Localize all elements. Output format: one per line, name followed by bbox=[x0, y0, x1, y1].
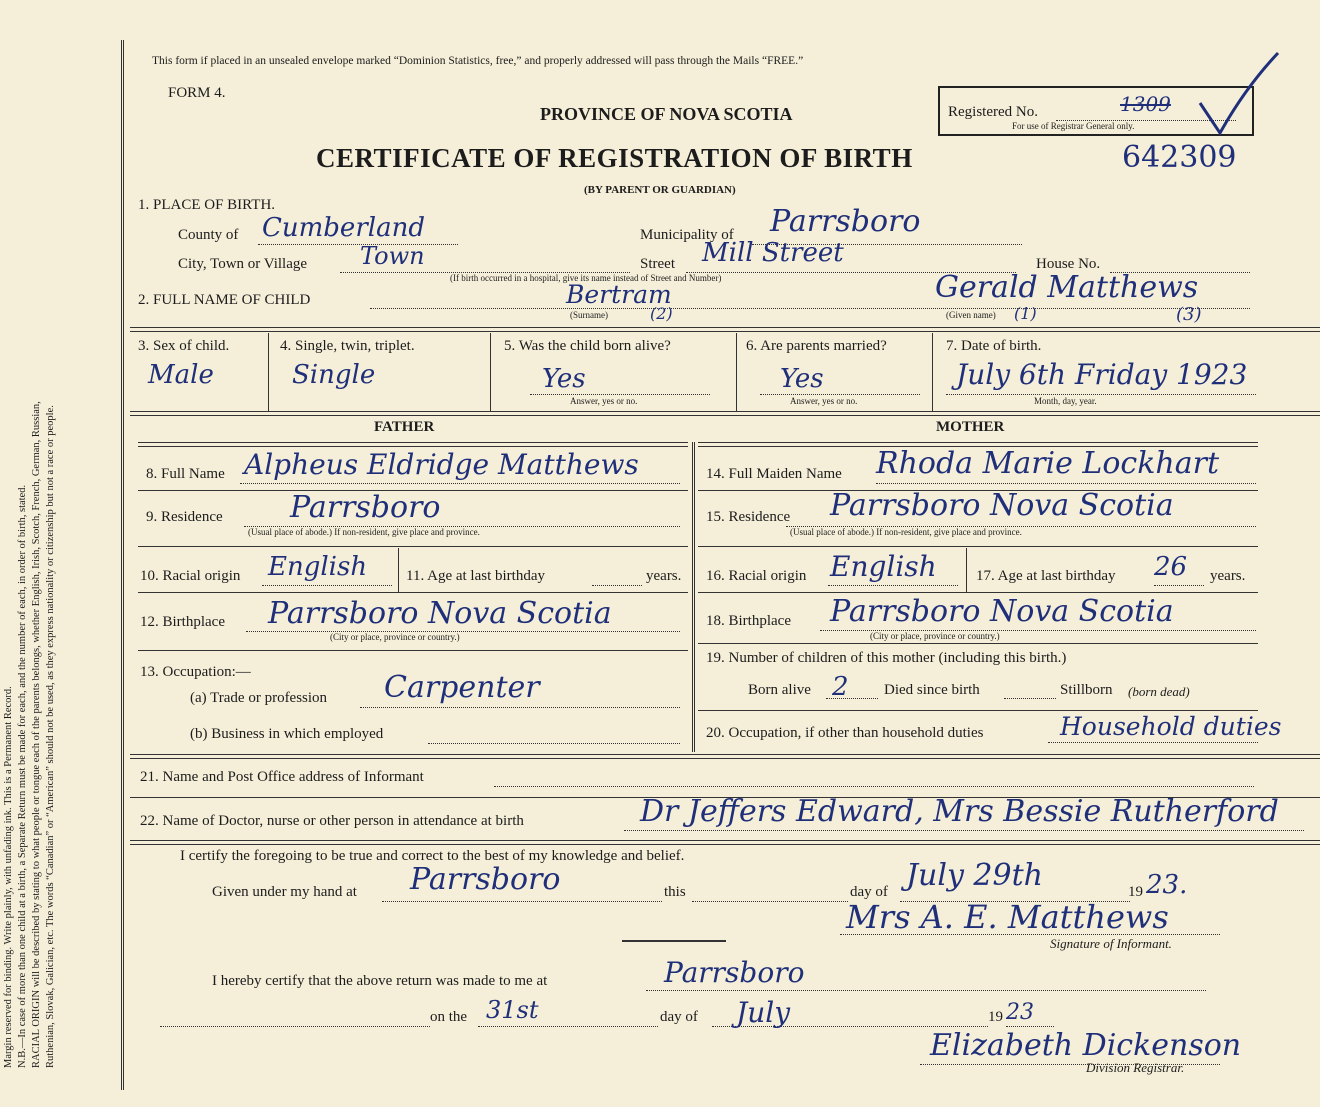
mother-occupation-value: Household duties bbox=[1060, 712, 1282, 741]
father-trade-line bbox=[360, 707, 680, 708]
check-mark-icon bbox=[1190, 48, 1285, 138]
father-rule-2 bbox=[138, 546, 688, 547]
city-value: Town bbox=[360, 242, 425, 270]
given-name-number-3: (3) bbox=[1176, 304, 1202, 325]
surname-value: Bertram bbox=[566, 280, 672, 309]
mother-children-label: 19. Number of children of this mother (including this birth.) bbox=[706, 650, 1067, 666]
date-note: Month, day, year. bbox=[1034, 396, 1097, 406]
given-at-value: Parrsboro bbox=[410, 862, 561, 897]
stillborn-label: Stillborn bbox=[1060, 682, 1113, 698]
father-birthplace-line bbox=[246, 631, 680, 632]
day-of-month-label: day of bbox=[660, 1009, 698, 1025]
father-name-line bbox=[240, 483, 680, 484]
row3-top-rule bbox=[130, 327, 1320, 332]
mother-race-label: 16. Racial origin bbox=[706, 568, 807, 584]
mother-residence-value: Parrsboro Nova Scotia bbox=[830, 488, 1174, 523]
plurality-label: 4. Single, twin, triplet. bbox=[280, 338, 415, 354]
father-residence-value: Parrsboro bbox=[290, 490, 441, 525]
father-race-divider bbox=[398, 548, 399, 592]
mother-rule-3 bbox=[698, 592, 1258, 593]
form-number: FORM 4. bbox=[168, 85, 226, 101]
registrar-certify-text: I hereby certify that the above return was made to me at bbox=[212, 973, 548, 989]
page-title: CERTIFICATE OF REGISTRATION OF BIRTH bbox=[316, 143, 913, 173]
alive-label: 5. Was the child born alive? bbox=[504, 338, 671, 354]
hospital-note: (If birth occurred in a hospital, give its name instead of Street and Number) bbox=[450, 273, 722, 283]
informant-signature: Mrs A. E. Matthews bbox=[846, 898, 1169, 936]
mother-residence-note: (Usual place of abode.) If non-resident, give place and province. bbox=[790, 527, 1022, 537]
mother-occupation-line bbox=[1048, 742, 1258, 743]
father-age-line bbox=[592, 585, 642, 586]
sex-value: Male bbox=[148, 360, 214, 390]
page-subtitle: (BY PARENT OR GUARDIAN) bbox=[584, 184, 736, 196]
mother-race-divider bbox=[966, 548, 967, 592]
house-label: House No. bbox=[1036, 256, 1101, 272]
street-value: Mill Street bbox=[702, 238, 844, 268]
day-of-label: day of bbox=[850, 884, 888, 900]
day-of-value: July 29th bbox=[906, 858, 1043, 893]
father-race-value: English bbox=[268, 552, 368, 582]
row3-divider-4 bbox=[932, 333, 933, 411]
date-line bbox=[946, 394, 1256, 395]
sex-label: 3. Sex of child. bbox=[138, 338, 230, 354]
mother-rule-2 bbox=[698, 546, 1258, 547]
registrar-lead-line bbox=[160, 1026, 430, 1027]
registered-value: 1309 bbox=[1120, 92, 1171, 116]
father-heading: FATHER bbox=[374, 419, 435, 435]
mother-age-unit: years. bbox=[1210, 568, 1246, 584]
margin-line-3: RACIAL ORIGIN will be described by stating to what people or tongue each of the parents belongs, whether English, Irish, Scotch, French, German, Russian, bbox=[31, 401, 42, 1068]
father-age-label: 11. Age at last birthday bbox=[406, 568, 545, 584]
father-rule-3 bbox=[138, 592, 688, 593]
father-rule-top bbox=[138, 442, 688, 447]
county-label: County of bbox=[178, 227, 239, 243]
mother-residence-label: 15. Residence bbox=[706, 509, 791, 525]
county-value: Cumberland bbox=[262, 213, 425, 243]
died-label: Died since birth bbox=[884, 682, 980, 698]
father-trade-label: (a) Trade or profession bbox=[190, 690, 328, 706]
alive-note: Answer, yes or no. bbox=[570, 396, 638, 406]
mother-race-value: English bbox=[830, 550, 937, 583]
row3-divider-1 bbox=[268, 333, 269, 411]
doctor-value: Dr Jeffers Edward, Mrs Bessie Rutherford bbox=[640, 794, 1279, 829]
row3-divider-2 bbox=[490, 333, 491, 411]
on-the-line bbox=[478, 1026, 658, 1027]
child-name-line bbox=[370, 308, 1250, 309]
informant-rule-top bbox=[130, 754, 1320, 759]
street-label: Street bbox=[640, 256, 675, 272]
stillborn-note: (born dead) bbox=[1128, 684, 1190, 699]
father-birthplace-note: (City or place, province or country.) bbox=[330, 632, 460, 642]
margin-rule bbox=[121, 40, 124, 1090]
mother-heading: MOTHER bbox=[936, 419, 1005, 435]
surname-number: (2) bbox=[650, 304, 673, 323]
mother-name-label: 14. Full Maiden Name bbox=[706, 466, 842, 482]
certificate-number: 642309 bbox=[1122, 140, 1237, 175]
registrar-signature: Elizabeth Dickenson bbox=[930, 1028, 1242, 1063]
registrar-use-note: For use of Registrar General only. bbox=[1012, 121, 1135, 131]
date-label: 7. Date of birth. bbox=[946, 338, 1042, 354]
registrar-place-line bbox=[646, 990, 1206, 991]
place-heading: 1. PLACE OF BIRTH. bbox=[138, 197, 276, 213]
father-trade-value: Carpenter bbox=[384, 670, 540, 705]
informant-rule-bottom bbox=[130, 840, 1320, 845]
father-race-line bbox=[262, 585, 392, 586]
province-heading: PROVINCE OF NOVA SCOTIA bbox=[540, 104, 793, 124]
margin-line-4: Ruthenian, Slovak, Galician, etc. The words “Canadian” or “American” should not be used, as they express nationality or citizenship but not a race or people. bbox=[45, 405, 56, 1068]
married-value: Yes bbox=[780, 364, 824, 394]
year-value: 23. bbox=[1146, 870, 1188, 900]
on-the-label: on the bbox=[430, 1009, 468, 1025]
given-name-note: (Given name) bbox=[946, 310, 996, 320]
married-note: Answer, yes or no. bbox=[790, 396, 858, 406]
given-name-value: Gerald Matthews bbox=[935, 270, 1199, 305]
mother-name-value: Rhoda Marie Lockhart bbox=[876, 446, 1219, 481]
child-name-label: 2. FULL NAME OF CHILD bbox=[138, 292, 311, 308]
mother-rule-4 bbox=[698, 643, 1258, 644]
informant-signature-line bbox=[840, 934, 1220, 935]
date-value: July 6th Friday 1923 bbox=[956, 358, 1248, 391]
father-business-line bbox=[428, 743, 680, 744]
married-line bbox=[760, 394, 920, 395]
alive-line bbox=[530, 394, 710, 395]
margin-line-1: Margin reserved for binding. Write plainly, with unfading ink. This is a Permanent Record. bbox=[3, 686, 14, 1068]
father-occupation-label: 13. Occupation:— bbox=[140, 664, 251, 680]
mother-name-line bbox=[876, 483, 1256, 484]
alive-value: Yes bbox=[542, 364, 586, 394]
informant-signature-label: Signature of Informant. bbox=[1050, 936, 1172, 951]
born-alive-label: Born alive bbox=[748, 682, 811, 698]
mother-birthplace-label: 18. Birthplace bbox=[706, 613, 791, 629]
mother-age-value: 26 bbox=[1154, 552, 1188, 582]
municipality-label: Municipality of bbox=[640, 227, 734, 243]
registrar-year-prefix: 19 bbox=[988, 1009, 1003, 1025]
father-rule-4 bbox=[138, 650, 688, 651]
mother-age-label: 17. Age at last birthday bbox=[976, 568, 1116, 584]
father-residence-note: (Usual place of abode.) If non-resident, give place and province. bbox=[248, 527, 480, 537]
municipality-value: Parrsboro bbox=[770, 204, 921, 239]
married-label: 6. Are parents married? bbox=[746, 338, 887, 354]
center-divider bbox=[622, 940, 726, 942]
registrar-year-value: 23 bbox=[1006, 1000, 1034, 1025]
this-line bbox=[692, 901, 848, 902]
father-name-label: 8. Full Name bbox=[146, 466, 225, 482]
registrar-place-value: Parrsboro bbox=[664, 956, 805, 989]
given-at-line bbox=[382, 901, 662, 902]
born-alive-value: 2 bbox=[832, 672, 849, 702]
margin-line-2: N.B.—In case of more than one child at a birth, a Separate Return must be made for each, and the number of each, in order of birth, stated. bbox=[17, 484, 28, 1068]
father-birthplace-label: 12. Birthplace bbox=[140, 614, 225, 630]
county-line bbox=[258, 244, 458, 245]
father-age-unit: years. bbox=[646, 568, 682, 584]
mother-race-line bbox=[828, 585, 958, 586]
informant-label: 21. Name and Post Office address of Informant bbox=[140, 769, 424, 785]
year-prefix: 19 bbox=[1128, 884, 1143, 900]
row3-bottom-rule bbox=[130, 411, 1320, 416]
this-label: this bbox=[664, 884, 686, 900]
margin-notes bbox=[2, 68, 58, 1068]
month-value: July bbox=[736, 996, 791, 1029]
city-label: City, Town or Village bbox=[178, 256, 308, 272]
mother-age-line bbox=[1154, 585, 1204, 586]
on-the-value: 31st bbox=[486, 996, 539, 1024]
mother-birthplace-note: (City or place, province or country.) bbox=[870, 631, 1000, 641]
father-business-label: (b) Business in which employed bbox=[190, 726, 384, 742]
mail-notice: This form if placed in an unsealed envelope marked “Dominion Statistics, free,” and properly addressed will pass through the Mails “FREE.” bbox=[152, 55, 804, 67]
father-name-value: Alpheus Eldridge Matthews bbox=[244, 448, 639, 481]
plurality-value: Single bbox=[292, 360, 376, 390]
surname-note: (Surname) bbox=[570, 310, 608, 320]
doctor-label: 22. Name of Doctor, nurse or other person in attendance at birth bbox=[140, 813, 524, 829]
doctor-line bbox=[624, 830, 1304, 831]
row3-divider-3 bbox=[736, 333, 737, 411]
registrar-year-line bbox=[1006, 1026, 1054, 1027]
father-residence-label: 9. Residence bbox=[146, 509, 223, 525]
mother-birthplace-value: Parrsboro Nova Scotia bbox=[830, 594, 1174, 629]
mother-rule-5 bbox=[698, 710, 1258, 711]
died-line bbox=[1004, 698, 1056, 699]
informant-certify-text: I certify the foregoing to be true and correct to the best of my knowledge and belief. bbox=[180, 848, 685, 864]
given-name-number: (1) bbox=[1014, 304, 1037, 323]
informant-line bbox=[494, 786, 1254, 787]
given-at-label: Given under my hand at bbox=[212, 884, 357, 900]
mother-occupation-label: 20. Occupation, if other than household duties bbox=[706, 725, 984, 741]
registrar-signature-label: Division Registrar. bbox=[1086, 1060, 1185, 1075]
father-birthplace-value: Parrsboro Nova Scotia bbox=[268, 596, 612, 631]
father-race-label: 10. Racial origin bbox=[140, 568, 241, 584]
column-divider bbox=[692, 442, 695, 752]
registered-label: Registered No. bbox=[948, 104, 1038, 120]
